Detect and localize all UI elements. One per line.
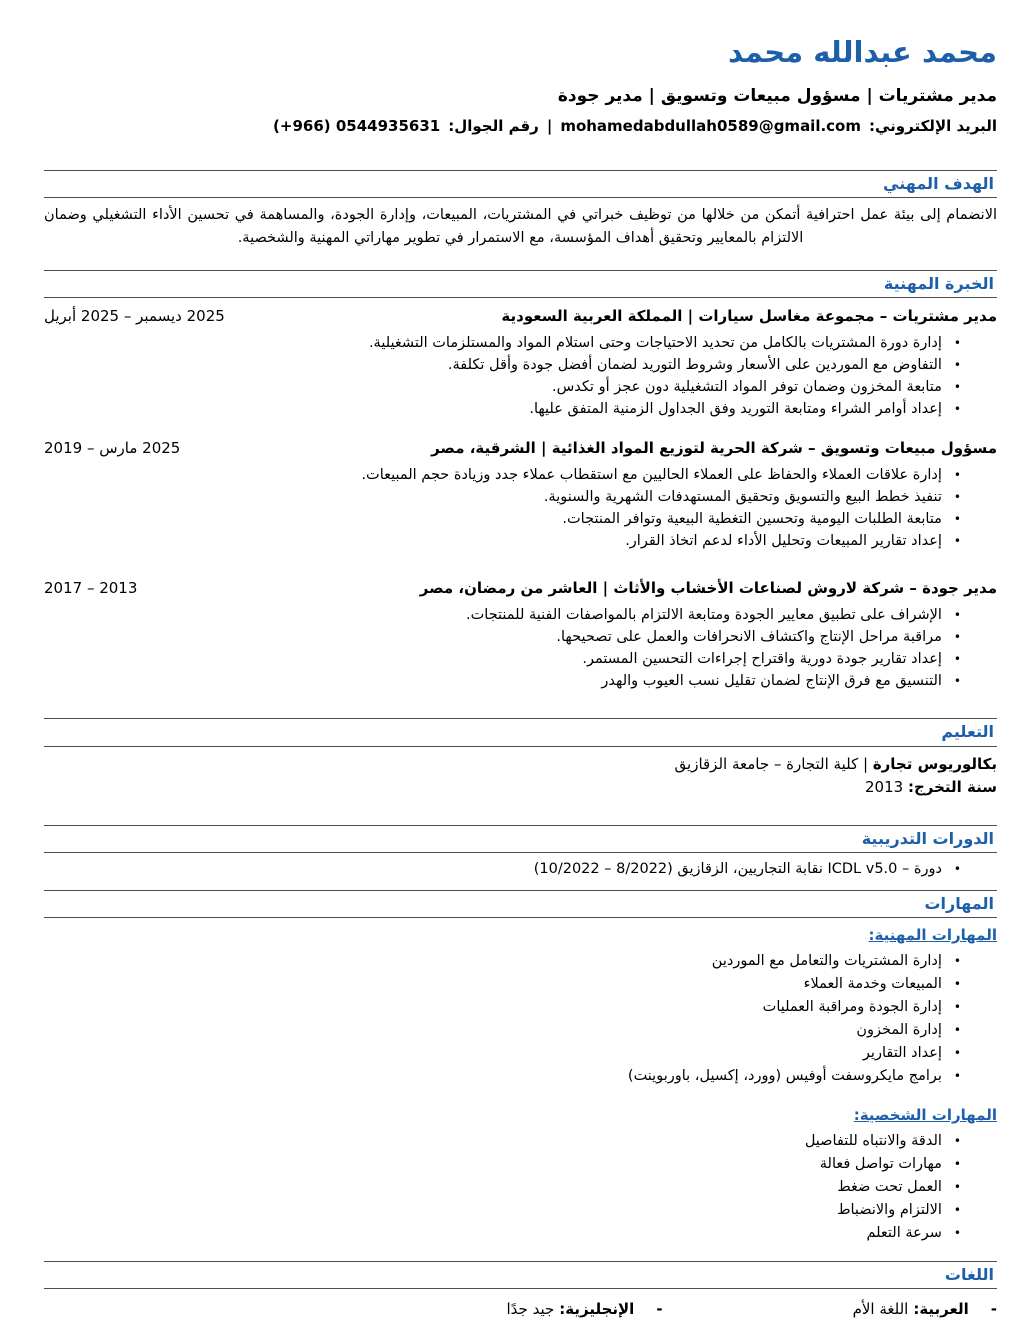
skill-text: إعداد التقارير — [862, 1044, 942, 1061]
language-level: اللغة الأم — [852, 1300, 909, 1319]
bullet-marker: • — [953, 1133, 961, 1148]
bullet-marker: • — [953, 1156, 961, 1171]
job-date: 2017 – 2013 — [44, 579, 138, 598]
bullet-marker: • — [953, 490, 961, 505]
bullet-text: التنسيق مع فرق الإنتاج لضمان تقليل نسب العيوب والهدر — [601, 673, 942, 690]
bullet-marker: • — [953, 1045, 961, 1060]
bullet-text: إدارة علاقات العملاء والحفاظ على العملاء الحاليين مع استقطاب عملاء جدد وزيادة حجم المبيعات. — [361, 467, 942, 484]
bullet-item — [44, 858, 997, 880]
bullet-item — [44, 508, 997, 530]
contact-line — [44, 117, 997, 137]
dash-marker: - — [990, 1300, 997, 1319]
bullet-item — [44, 670, 997, 692]
bullet-text: التفاوض مع الموردين على الأسعار وشروط التوريد لضمان أفضل جودة وأقل تكلفة. — [447, 357, 942, 374]
bullet-marker: • — [953, 652, 961, 667]
job-head — [44, 438, 997, 459]
bullet-marker: • — [953, 1022, 961, 1037]
bullet-marker: • — [953, 1202, 961, 1217]
graduation-year: 2013 — [864, 777, 904, 796]
job-bullets — [44, 464, 997, 552]
bullet-marker: • — [953, 861, 961, 876]
skill-text: العمل تحت ضغط — [837, 1178, 942, 1195]
skill-text: إدارة المشتريات والتعامل مع الموردين — [711, 952, 942, 969]
phone-number: (+966) 0544935631 — [273, 116, 441, 135]
bullet-text: تنفيذ خطط البيع والتسويق وتحقيق المستهدفات الشهرية والسنوية. — [543, 489, 942, 506]
bullet-marker: • — [953, 468, 961, 483]
bullet-item — [44, 626, 997, 648]
skill-text: إدارة المخزون — [856, 1021, 942, 1038]
dash-marker: - — [656, 1300, 663, 1319]
bullet-item — [44, 1130, 997, 1153]
resume-header — [44, 34, 997, 136]
graduation-label: سنة التخرج: — [907, 777, 997, 796]
professional-skills-heading-text: المهارات المهنية: — [868, 925, 997, 944]
candidate-name: محمد عبدالله محمد — [728, 35, 997, 69]
bullet-marker: • — [953, 358, 961, 373]
job-title: مسؤول مبيعات وتسويق – شركة الحرية لتوزيع المواد الغذائية | الشرقية، مصر — [431, 439, 997, 458]
course-bullets — [44, 858, 997, 880]
job-entry — [44, 578, 997, 692]
courses-heading: الدورات التدريبية — [861, 828, 994, 848]
personal-skills-heading-text: المهارات الشخصية: — [853, 1105, 997, 1124]
bullet-text: إدارة دورة المشتريات بالكامل من تحديد الاحتياجات وحتى استلام المواد والمستلزمات التشغيلية. — [368, 335, 942, 352]
objective-text: الانضمام إلى بيئة عمل احترافية أتمكن من خلالها من توظيف خبراتي في المشتريات، المبيعات، وإدارة الجودة، والمساهمة في تحسين الأداء التشغيلي وضمان الالتزام بالمعايير وتحقيق أهداف المؤسسة، مع الاستمرار في تطوير مهاراتي المهنية والشخصية. — [44, 207, 997, 247]
language-item — [853, 1298, 997, 1320]
job-date: 2019 – مارس‎ 2025 — [44, 439, 181, 458]
language-label: العربية: — [913, 1300, 969, 1319]
bullet-marker: • — [953, 1068, 961, 1083]
education-heading: التعليم — [941, 722, 994, 742]
bullet-item — [44, 464, 997, 486]
bullet-text: متابعة الطلبات اليومية وتحسين التغطية البيعية وتوافر المنتجات. — [562, 511, 942, 528]
bullet-item — [44, 604, 997, 626]
job-head — [44, 578, 997, 599]
bullet-item — [44, 950, 997, 973]
skill-text: المبيعات وخدمة العملاء — [803, 975, 942, 992]
bullet-item — [44, 1019, 997, 1042]
email-address: mohamedabdullah0589@gmail.com — [560, 116, 861, 135]
personal-skills-list — [44, 1130, 997, 1245]
job-head — [44, 306, 997, 327]
bullet-item — [44, 530, 997, 552]
skill-text: الدقة والانتباه للتفاصيل — [804, 1132, 942, 1149]
languages-heading: اللغات — [944, 1264, 994, 1284]
contact-separator: | — [546, 116, 553, 135]
job-entry — [44, 438, 997, 552]
bullet-text: مراقبة مراحل الإنتاج واكتشاف الانحرافات والعمل على تصحيحها. — [556, 629, 942, 646]
language-item — [507, 1298, 663, 1320]
bullet-item — [44, 1199, 997, 1222]
bullet-item — [44, 973, 997, 996]
job-bullets — [44, 332, 997, 420]
bullet-item — [44, 332, 997, 354]
bullet-marker: • — [953, 336, 961, 351]
language-label: الإنجليزية: — [559, 1300, 635, 1319]
bullet-text: متابعة المخزون وضمان توفر المواد التشغيلية دون عجز أو تكدس. — [552, 379, 942, 396]
bullet-item — [44, 486, 997, 508]
personal-skills-heading — [44, 1105, 997, 1125]
bullet-marker: • — [953, 534, 961, 549]
bullet-marker: • — [953, 953, 961, 968]
bullet-item — [44, 996, 997, 1019]
objective-heading-box — [44, 170, 997, 198]
skill-text: مهارات تواصل فعالة — [819, 1155, 942, 1172]
bullet-item — [44, 648, 997, 670]
degree-institution: | كلية التجارة – جامعة الزقازيق — [674, 754, 873, 773]
job-bullets — [44, 604, 997, 692]
bullet-item — [44, 354, 997, 376]
bullet-item — [44, 376, 997, 398]
bullet-marker: • — [953, 630, 961, 645]
job-entry — [44, 306, 997, 420]
courses-heading-box — [44, 825, 997, 853]
section-languages — [44, 1261, 997, 1320]
bullet-item — [44, 1153, 997, 1176]
section-objective — [44, 170, 997, 250]
degree-line — [44, 753, 997, 776]
skills-heading-box — [44, 890, 997, 918]
bullet-marker: • — [953, 380, 961, 395]
bullet-marker: • — [953, 999, 961, 1014]
bullet-marker: • — [953, 608, 961, 623]
job-title: مدير مشتريات – مجموعة مغاسل سيارات | المملكة العربية السعودية — [501, 307, 997, 326]
section-experience — [44, 270, 997, 692]
candidate-job-titles: مدير مشتريات | مسؤول مبيعات وتسويق | مدير جودة — [557, 86, 997, 107]
objective-heading: الهدف المهني — [883, 174, 994, 193]
bullet-item — [44, 1222, 997, 1245]
bullet-item — [44, 1176, 997, 1199]
bullet-item — [44, 398, 997, 420]
bullet-text: إعداد تقارير جودة دورية واقتراح إجراءات التحسين المستمر. — [582, 651, 942, 668]
languages-heading-box — [44, 1261, 997, 1289]
education-heading-box — [44, 718, 997, 746]
bullet-marker: • — [953, 402, 961, 417]
graduation-line — [44, 776, 997, 799]
education-details — [44, 753, 997, 799]
skill-text: إدارة الجودة ومراقبة العمليات — [762, 998, 942, 1015]
skill-text: برامج مايكروسفت أوفيس (وورد، إكسيل، باوربوينت) — [627, 1067, 942, 1084]
job-date: أبريل‎ 2025 – ديسمبر‎ 2025 — [44, 307, 225, 326]
professional-skills-heading — [44, 925, 997, 945]
degree-name: بكالوريوس تجارة — [872, 754, 997, 773]
skills-heading: المهارات — [924, 893, 994, 913]
skill-text: الالتزام والانضباط — [837, 1201, 942, 1218]
language-level: جيد جدًا — [506, 1300, 555, 1319]
bullet-marker: • — [953, 674, 961, 689]
bullet-marker: • — [953, 976, 961, 991]
phone-label: رقم الجوال: — [448, 116, 539, 135]
bullet-text: الإشراف على تطبيق معايير الجودة ومتابعة الالتزام بالمواصفات الفنية للمنتجات. — [466, 607, 942, 624]
email-label: البريد الإلكتروني: — [869, 116, 997, 135]
section-skills — [44, 890, 997, 1245]
bullet-marker: • — [953, 1225, 961, 1240]
professional-skills-list — [44, 950, 997, 1088]
bullet-item — [44, 1042, 997, 1065]
course-text: دورة – ICDL v5.0 نقابة التجاريين، الزقازيق (8/2022 – 10/2022) — [533, 860, 942, 877]
bullet-marker: • — [953, 1179, 961, 1194]
bullet-item — [44, 1065, 997, 1088]
section-courses — [44, 825, 997, 880]
experience-heading: الخبرة المهنية — [883, 274, 994, 294]
bullet-text: إعداد أوامر الشراء ومتابعة التوريد وفق الجداول الزمنية المتفق عليها. — [529, 401, 942, 418]
section-education — [44, 718, 997, 798]
bullet-text: إعداد تقارير المبيعات وتحليل الأداء لدعم اتخاذ القرار. — [625, 533, 942, 550]
bullet-marker: • — [953, 512, 961, 527]
languages-row — [44, 1298, 997, 1320]
experience-heading-box — [44, 270, 997, 298]
skill-text: سرعة التعلم — [866, 1224, 942, 1241]
job-title: مدير جودة – شركة لاروش لصناعات الأخشاب والأثاث | العاشر من رمضان، مصر — [419, 579, 997, 598]
